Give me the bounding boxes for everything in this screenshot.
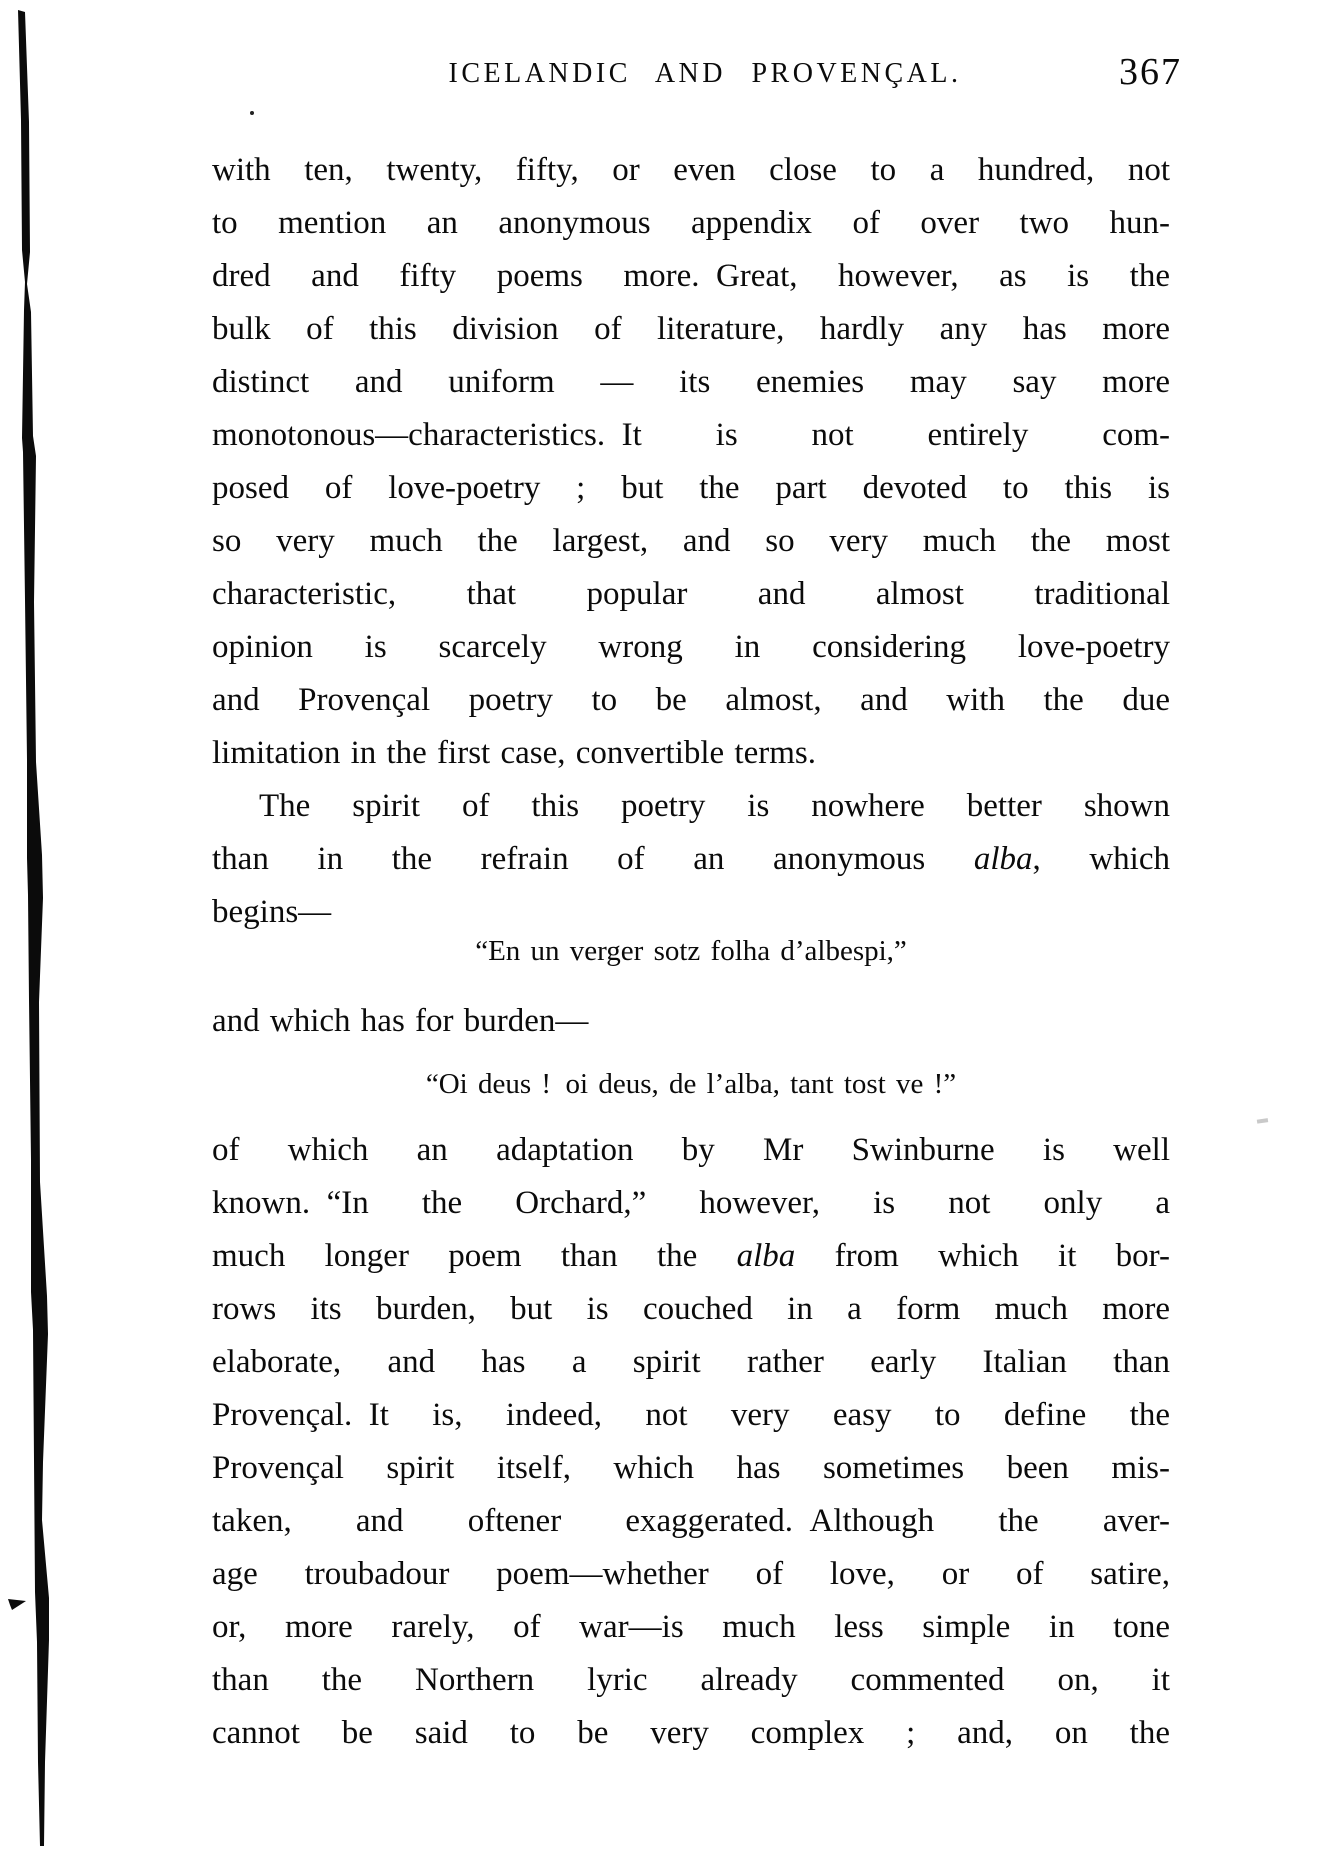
- text-line: monotonous—characteristics. It is not entirely com-: [212, 417, 1170, 453]
- text-line: dred and fifty poems more. Great, however, as is the: [212, 258, 1170, 294]
- text-line: taken, and oftener exaggerated. Although the aver-: [212, 1503, 1170, 1539]
- text-line: to mention an anonymous appendix of over two hun-: [212, 205, 1170, 241]
- text-line: The spirit of this poetry is nowhere better shown: [259, 788, 1170, 824]
- ink-speck: [250, 111, 254, 115]
- text-line: elaborate, and has a spirit rather early Italian than: [212, 1344, 1170, 1380]
- text-line: age troubadour poem—whether of love, or of satire,: [212, 1556, 1170, 1592]
- text-line: characteristic, that popular and almost traditional: [212, 576, 1170, 612]
- text-line: bulk of this division of literature, hardly any has more: [212, 311, 1170, 347]
- running-header-title: ICELANDIC AND PROVENÇAL.: [448, 58, 962, 89]
- text-line: much longer poem than the alba from which it bor-: [212, 1238, 1170, 1274]
- italic-word: alba: [973, 841, 1033, 877]
- text-line: of which an adaptation by Mr Swinburne is well: [212, 1132, 1170, 1168]
- gutter-shadow-line: [18, 10, 49, 1846]
- text-line: so very much the largest, and so very much the most: [212, 523, 1170, 559]
- text-line: Provençal spirit itself, which has sometimes been mis-: [212, 1450, 1170, 1486]
- text-line: than the Northern lyric already commented on, it: [212, 1662, 1170, 1698]
- margin-ink-mark: [8, 1599, 26, 1610]
- text-line: distinct and uniform — its enemies may say more: [212, 364, 1170, 400]
- text-line: than in the refrain of an anonymous alba, which: [212, 841, 1170, 877]
- verse-line: “En un verger sotz folha d’albespi,”: [475, 935, 907, 967]
- text-line: Provençal. It is, indeed, not very easy to define the: [212, 1397, 1170, 1433]
- verse-line: “Oi deus ! oi deus, de l’alba, tant tost ve !”: [425, 1068, 957, 1100]
- text-line: posed of love-poetry ; but the part devoted to this is: [212, 470, 1170, 506]
- text-line: begins—: [212, 894, 332, 930]
- text-line: opinion is scarcely wrong in considering love-poetry: [212, 629, 1170, 665]
- text-line: and which has for burden—: [212, 1003, 589, 1039]
- text-line: rows its burden, but is couched in a form much more: [212, 1291, 1170, 1327]
- text-line: or, more rarely, of war—is much less simple in tone: [212, 1609, 1170, 1645]
- text-line: limitation in the first case, convertible terms.: [212, 735, 817, 771]
- text-line: cannot be said to be very complex ; and, on the: [212, 1715, 1170, 1751]
- faint-fleck: [1257, 1118, 1268, 1123]
- text-line: known. “In the Orchard,” however, is not only a: [212, 1185, 1170, 1221]
- italic-word: alba: [736, 1238, 796, 1274]
- text-line: with ten, twenty, fifty, or even close to a hundred, not: [212, 152, 1170, 188]
- text-line: and Provençal poetry to be almost, and with the due: [212, 682, 1170, 718]
- page-number: 367: [1119, 51, 1182, 93]
